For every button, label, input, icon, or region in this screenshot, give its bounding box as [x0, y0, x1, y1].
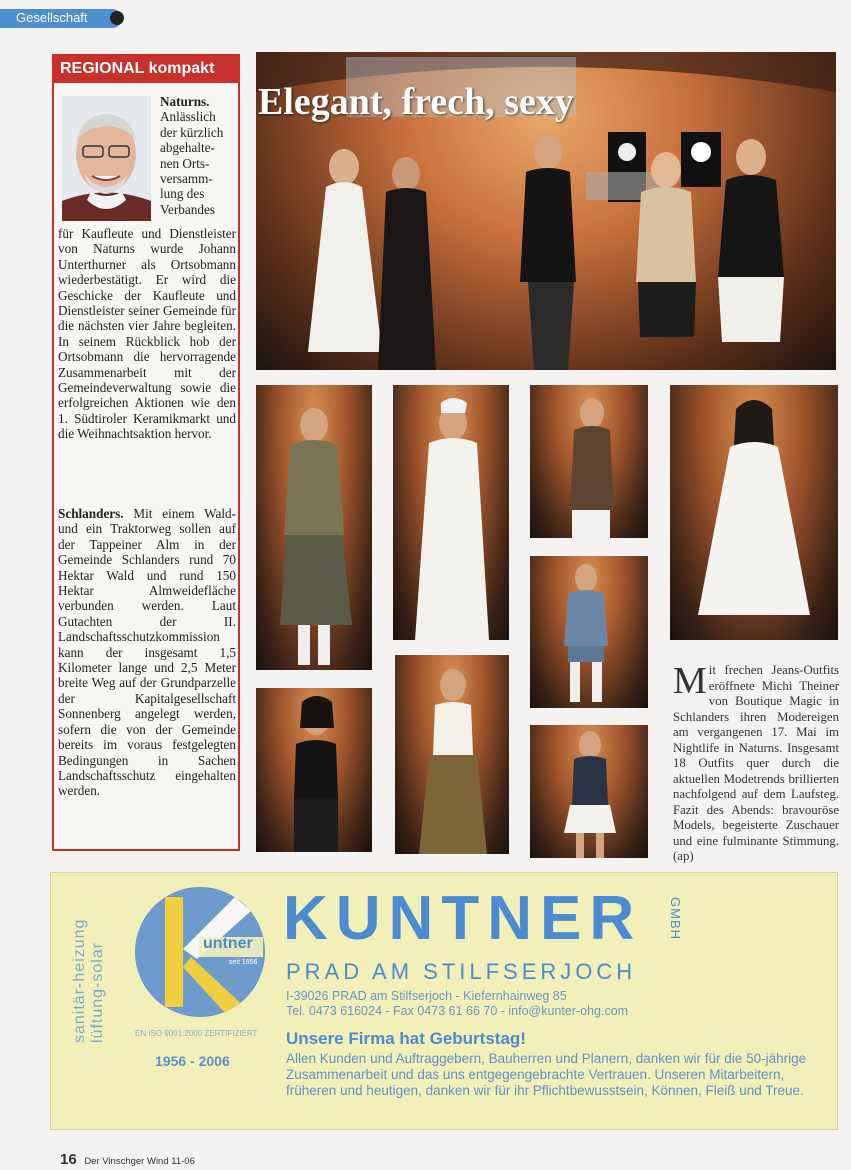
text-line: Anlässlich	[160, 109, 216, 125]
ad-anniversary-years: 1956 - 2006	[155, 1053, 230, 1069]
ad-contact: Tel. 0473 616024 - Fax 0473 61 66 70 - info@kunter-ohg.com	[286, 1004, 629, 1018]
text-line: Verbandes	[160, 201, 215, 217]
model-photo-1	[256, 385, 372, 670]
logo-since: seit 1956	[229, 959, 258, 966]
naturns-heading: Naturns.	[160, 94, 210, 109]
magazine-issue: Der Vinschger Wind 11-06	[84, 1156, 195, 1167]
section-tab	[0, 9, 122, 28]
naturns-intro	[160, 94, 236, 217]
ad-address-block	[286, 989, 628, 1019]
sidebar-header: REGIONAL kompakt	[54, 56, 238, 83]
ad-side-line: lüftung-solar	[89, 941, 106, 1043]
text-line: abgehalte-	[160, 140, 215, 156]
naturns-body: für Kaufleute und Dienstleister von Naturns wurde Johann Unterthurner als Ortsobmann wiederbestätigt. Er wird die Geschicke der Kaufleute und Dienstleister seiner Gemeinde für die nächsten vier Jahre begleiten. In seinem Rückblick hob der Ortsobmann die hervorragende Zusammenarbeit mit der Gemeindeverwaltung sowie die erfolgreichen Aktionen wie den 1. Südtiroler Keramikmarkt und die Weihnachtsaktion hervor.	[58, 226, 236, 442]
model-photo-8	[530, 725, 648, 858]
page-footer	[60, 1151, 195, 1168]
text-line: lung des	[160, 186, 205, 202]
kuntner-advertisement	[50, 872, 838, 1130]
section-dot	[110, 11, 124, 25]
ad-side-line: sanitär-heizung	[71, 918, 88, 1043]
article-headline: Elegant, frech, sexy	[258, 81, 574, 123]
page-number: 16	[60, 1151, 77, 1168]
text-line: versamm-	[160, 171, 213, 187]
model-photo-6	[256, 688, 372, 852]
section-label: Gesellschaft	[16, 10, 88, 25]
caption-drop-cap: M	[673, 660, 707, 702]
model-photo-5	[530, 556, 648, 708]
text-line: nen Orts-	[160, 155, 210, 171]
model-photo-7	[395, 655, 509, 854]
ad-message: Allen Kunden und Auftraggebern, Bauherren und Planern, danken wir für die 50-jährige Zusammenarbeit und das uns entgegengebrachte Vertrauen. Unseren Mitarbeitern, früheren und heutigen, danken wir für ihr Pflichtbewusstsein, Können, Fleiß und Treue.	[286, 1051, 807, 1098]
model-photo-4	[670, 385, 838, 640]
logo-wordmark: untner	[203, 935, 253, 952]
text-line: der kürzlich	[160, 124, 224, 140]
ad-brand-name: KUNTNER	[283, 884, 643, 953]
ad-location: PRAD AM STILFSERJOCH	[286, 959, 637, 984]
ad-side-text	[71, 883, 106, 1043]
schlanders-heading: Schlanders.	[58, 506, 124, 521]
schlanders-item	[58, 506, 236, 799]
ad-birthday-heading: Unsere Firma hat Geburtstag!	[286, 1029, 526, 1048]
ad-brand-suffix: GMBH	[668, 897, 683, 940]
ad-certification: EN ISO 9001:2000 ZERTIFIZIERT	[135, 1029, 258, 1038]
model-photo-2	[393, 385, 509, 640]
ad-address: I-39026 PRAD am Stilfserjoch - Kiefernhainweg 85	[286, 989, 567, 1003]
model-photo-3	[530, 385, 648, 538]
schlanders-body: Mit einem Wald- und ein Traktorweg sollen auf der Tappeiner Alm in der Gemeinde Schlanders rund 70 Hektar Wald und rund 150 Hektar Almweidefläche verbunden werden. Laut Gutachten der II. Landschaftsschutzkommission kann der insgesamt 1,5 Kilometer lange und 2,5 Meter breite Weg auf der Grundparzelle der Kapitalgesellschaft Sonnenberg angelegt werden, sofern die von der Gemeinde bereits im voraus festgelegten Bedingungen in Sachen Landschaftsschutz eingehalten werden.	[58, 506, 236, 799]
portrait-photo	[62, 96, 151, 221]
kuntner-logo	[135, 887, 265, 1017]
article-caption	[673, 660, 839, 865]
caption-text: it frechen Jeans-Outfits eröffnete Michi Theiner von Boutique Magic in Schlanders ihren Modereigen am vergangenen 17. Mai im Nightlife in Naturns. Insgesamt 18 Outfits quer durch die aktuellen Modetrends brillierten nachfolgend auf dem Laufsteg. Fazit des Abends: bravouröse Models, begeisterte Zuschauer und eine fulminante Stimmung. (ap)	[673, 663, 839, 863]
regional-sidebar	[52, 54, 240, 851]
